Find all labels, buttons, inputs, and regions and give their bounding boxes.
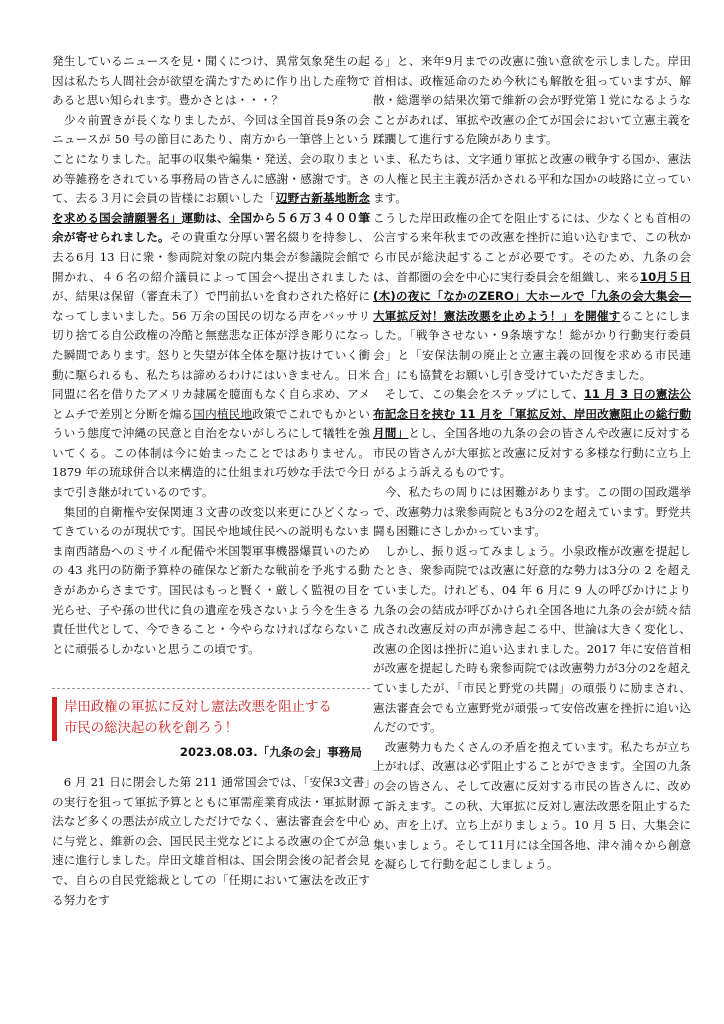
left-paragraph-1: 発生しているニュースを見・聞くにつけ、異常気象発生の起因は私たち人間社会が欲望を満たすために作り出した産物であると思い知られます。豊かさとは・・・？ <box>52 54 370 108</box>
right-paragraph-5: 今、私たちの周りには困難があります。この間の国政選挙で、改憲勢力は衆参両院とも3分の2を超えています。野党共闘も困難にさしかかっています。 <box>373 485 691 539</box>
article-title-line-2: 市民の総決起の秋を創ろう！ <box>64 721 239 736</box>
left-p2-text-d: その貴重な分厚い署名綴りを持参し、去る6月 13 日に衆・参両院対象の院内集会が参議院会館で開かれ、４６名の紹介議員によって国会へ提出されましたが、結果は保留（審査未了）で門前払いを食わされた格好になってしまいました。56 万余の国民の切なる声をバッサリ切り捨てる自公政権の冷酷と無慈悲な正体が浮き彫りになった瞬間であります。怒りと失望が体全体を駆け抜けていく衝動に駆られるも、私たちは諦めるわけにはいきません。日米同盟に名を借りたアメリカ隷属を臆面もなく自ら求め、アメとムチで差別と分断を煽る <box>52 230 370 421</box>
right-paragraph-1: る」と、来年9月までの改憲に強い意欲を示しました。岸田首相は、政権延命のため今秋にも解散を狙っていますが、解散・総選挙の結果次第で維新の会が野党第１党になるようなことがあれば、軍拡や改憲の企てが国会において立憲主義を蹂躙して進行する危険があります。 <box>373 54 691 147</box>
article-heading <box>52 697 370 741</box>
article-paragraph-1: 6 月 21 日に閉会した第 211 通常国会では、「安保3文書」の実行を狙って軍拡予算とともに軍需産業育成法・軍拡財源法など多くの悪法が成立しただけでなく、憲法審査会を中心に与党と、維新の会、国民民主党などによる改憲の企てが急速に進行しました。岸田文雄首相は、国会閉会後の記者会見で、自らの自民党総裁としての「任期において憲法を改正する努力をす <box>52 775 370 907</box>
rally-announcement: 10月５日(木)の夜に「なかのZERO」大ホールで「九条の会大集会―大軍拡反対！憲法改悪を止めよう！」を開催す <box>373 269 691 323</box>
right-column-text <box>373 52 691 875</box>
action-month-announcement: 11 月 3 日の憲法公布記念日を挟む 11 月を「軍拡反対、岸田改憲阻止の総行動月間」 <box>373 387 692 441</box>
right-paragraph-2: いま、私たちは、文字通り軍拡と改憲の戦争する国か、憲法の人権と民主主義が活かされる平和な国かの岐路に立っています。 <box>373 151 691 206</box>
right-paragraph-7: 改憲勢力もたくさんの矛盾を抱えています。私たちが立ち上がれば、改憲は必ず阻止することができます。全国の九条の会の皆さん、そして改憲に反対する市民の皆さんに、改めて訴えます。この秋、大軍拡に反対し憲法改悪を阻止するため、声を上げ、立ち上がりましょう。10 月 5 日、大集会に集いましょう。そして11月には全国各地、津々浦々から創意を凝らして行動を起こしましょう。 <box>373 739 691 872</box>
left-p2-text-f: 政策でこれでもかといういう態度で沖縄の民意と自治をないがしろにして犠牲を強いてくる。この体制は今に始まったことではありません。1879 年の琉球併合以来構造的に仕組まれ巧妙な手法で今日まで引き継がれているのです。 <box>52 406 370 500</box>
left-paragraph-2 <box>52 111 370 503</box>
right-paragraph-4 <box>373 385 691 483</box>
right-p3-text-a: こうした岸田政権の企てを阻止するには、少なくとも首相の公言する来年秋までの改憲を挫折に追い込むまで、この秋から市民が総決起することが必要です。そのため、九条の会は、首都圏の会を中心に実行委員会を組織し、来る <box>373 210 691 284</box>
left-column-text <box>52 52 370 659</box>
left-paragraph-3: 集団的自衛権や安保関連３文書の改変以来更にひどくなってきているのが現状です。国民や地域住民への説明もないまま南西諸島へのミサイル配備や米国製軍事機器爆買いのための 43 兆円の防衛予算枠の確保など新たな戦前を予兆する動きがあからさまです。国民はもっと賢く・厳しく監視の目を光らせ、子や孫の世代に負の遺産を残さないよう今を生きる責任世代として、今できること・今やらなければならないことに頑張るしかないと思うこの頃です。 <box>52 504 370 656</box>
article-title-line-1: 岸田政権の軍拡に反対し憲法改悪を阻止する <box>64 700 332 715</box>
right-p4-text-c: とし、全国各地の九条の会の皆さんや改憲に反対する市民の皆さんが大軍拡と改憲に反対する多様な行動に立ち上がるよう訴えるものです。 <box>373 426 691 480</box>
right-paragraph-6: しかし、振り返ってみましょう。小泉政権が改憲を提起したとき、衆参両院では改憲に好意的な勢力は3分の 2 を超えていました。けれども、04 年 6 月に 9 人の呼びかけにより九条の会の結成が呼びかけられ全国各地に九条の会が続々結成され改憲反対の声が沸き起こる中、世論は大きく変化し、改憲の企図は挫折に追い込まれました。2017 年に安倍首相が改憲を提起した時も衆参両院では改憲勢力が3分の2を超えていましたが、「市民と野党の共闘」の頑張りに励まされ、憲法審査会でも立憲野党が頑張って安倍改憲を挫折に追い込んだのです。 <box>373 543 691 735</box>
article-body-left <box>52 773 370 910</box>
article-byline: 2023.08.03.「九条の会」事務局 <box>179 745 362 759</box>
petition-title: 辺野古新基地断念を求める国会請願署名」 <box>52 191 370 225</box>
petition-result: 運動は、全国から５６万３４００筆余が寄せられました。 <box>52 210 370 245</box>
right-paragraph-3 <box>373 209 691 385</box>
right-p3-text-c: ることにしました。「戦争させない・9条壊すな！総がかり行動実行委員会」と「安保法制の廃止と立憲主義の回復を求める市民連合」にも協賛をお願いし引き受けていただきました。 <box>373 308 691 382</box>
left-p2-text-a: 少々前置きが長くなりましたが、今回は全国首長9条の会ニュースが 50 号の節目にあたり、南方から一筆啓上ということになりました。記事の収集や編集・発送、会の取りまとめ等雑務をされている事務局の皆さんに感謝・感謝です。さて、去る３月に会員の皆様にお願いした「 <box>52 112 370 206</box>
domestic-colony-term: 国内植民地 <box>193 406 253 421</box>
section-divider <box>52 688 370 689</box>
right-p4-text-a: そして、この集会をステップにして、 <box>373 387 584 402</box>
